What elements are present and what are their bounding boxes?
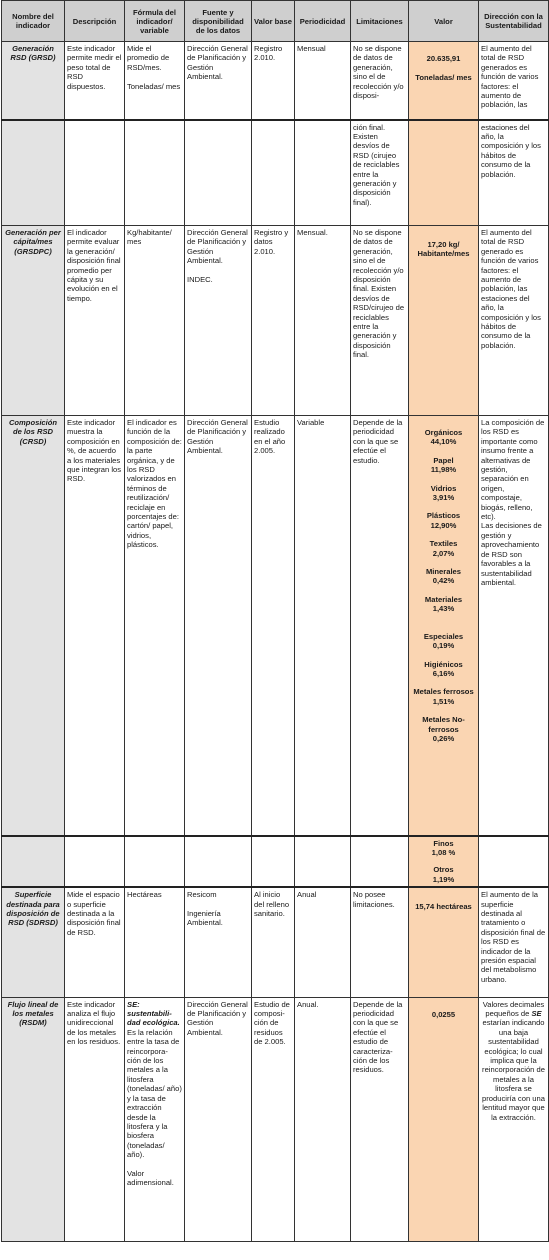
indicator-formula: Mide el promedio de RSD/mes. Toneladas/ mes (125, 42, 185, 120)
empty-cell (185, 120, 252, 226)
header-periodicity: Periodicidad (295, 1, 351, 42)
indicator-periodicity: Anual. (295, 997, 351, 1241)
empty-cell (351, 836, 409, 888)
indicator-sustainability: El aumento de la superficie destinada al tratamiento o disposición final de los RSD es indicador de la presión espacial del metabolismo urbano. (479, 887, 549, 997)
table-row (2, 120, 549, 226)
table-row (2, 836, 549, 888)
indicator-limitations: No posee limitaciones. (351, 887, 409, 997)
indicator-periodicity: Mensual (295, 42, 351, 120)
composition-item: Materiales 1,43% (424, 594, 463, 614)
empty-cell (295, 836, 351, 888)
indicator-description: Este indicador muestra la composición en %, de acuerdo a los materiales que integran los RSD. (65, 416, 125, 836)
indicator-sustainability: estaciones del año, la composición y los hábitos de consumo de la población. (479, 120, 549, 226)
header-value: Valor (409, 1, 479, 42)
empty-cell (252, 120, 295, 226)
empty-cell (65, 120, 125, 226)
table-row (2, 416, 549, 836)
indicator-limitations: No se dispone de datos de generación, sino el de recolección y/o disposición final. Existen desvíos de RSD/cirujeo de reciclables entre la generación y disposición final. (351, 226, 409, 416)
indicator-formula (125, 997, 185, 1241)
indicator-description: Mide el espacio o superficie destinada a la disposición final de RSD. (65, 887, 125, 997)
indicator-sustainability: El aumento del total de RSD generados es función de varios factores: el aumento de población, las (479, 42, 549, 120)
indicator-value: 17,20 kg/ Habitante/mes (409, 226, 479, 416)
indicator-value: 0,0255 (409, 997, 479, 1241)
header-description: Descripción (65, 1, 125, 42)
indicator-description: El indicador permite evaluar la generación/ disposición final promedio per cápita y su evolución en el tiempo. (65, 226, 125, 416)
indicator-sustainability: La composición de los RSD es importante como insumo frente a alternativas de gestión, separación en origen, compostaje, biogás, relleno, etc). Las decisiones de gestión y aprovechamiento de RSD son favorables a la sustentabilidad ambiental. (479, 416, 549, 836)
composition-item: Metales No-ferrosos 0,26% (422, 715, 465, 743)
indicator-formula: Kg/habitante/ mes (125, 226, 185, 416)
formula-highlight: SE: sustentabili- dad ecológica. (127, 999, 180, 1028)
empty-cell (185, 836, 252, 888)
empty-cell (2, 836, 65, 888)
indicator-source: Resicom Ingeniería Ambiental. (185, 887, 252, 997)
composition-values-cont (409, 836, 479, 888)
table-row (2, 226, 549, 416)
empty-cell (125, 120, 185, 226)
indicator-value: 15,74 hectáreas (409, 887, 479, 997)
composition-item: Finos 1,08 % (431, 838, 456, 857)
indicator-base: Estudio realizado en el año 2.005. (252, 416, 295, 836)
indicator-periodicity: Mensual. (295, 226, 351, 416)
indicators-table (1, 0, 549, 1242)
indicator-value: 20.635,91 Toneladas/ mes (409, 42, 479, 120)
empty-cell (252, 836, 295, 888)
composition-item: Orgánicos 44,10% (424, 428, 463, 447)
table-row (2, 887, 549, 997)
indicator-description: Este indicador analiza el flujo unidireccional de los metales en los residuos. (65, 997, 125, 1241)
indicator-name: Flujo lineal de los metales (RSDM) (2, 997, 65, 1241)
indicator-sustainability (479, 997, 549, 1241)
indicator-name: Generación RSD (GRSD) (2, 42, 65, 120)
composition-item: Otros 1,19% (432, 865, 455, 884)
indicator-source: Dirección General de Planificación y Gestión Ambiental. (185, 416, 252, 836)
sustainability-prefix: Valores decimales pequeños de (482, 999, 545, 1019)
indicator-limitations: ción final. Existen desvíos de RSD (cirujeo de reciclables entre la generación y disposición final). (351, 120, 409, 226)
header-limitations: Limitaciones (351, 1, 409, 42)
header-name: Nombre del indicador (2, 1, 65, 42)
indicator-base: Estudio de composi- ción de residuos de 2.005. (252, 997, 295, 1241)
indicator-formula: Hectáreas (125, 887, 185, 997)
empty-cell (2, 120, 65, 226)
indicator-name: Composición de los RSD (CRSD) (2, 416, 65, 836)
indicator-formula: El indicador es función de la composición de: la parte orgánica, y de los RSD valorizados en términos de reutilización/ reciclaje en porcentajes de: cartón/ papel, vidrios, plásticos. (125, 416, 185, 836)
indicator-base: Registro 2.010. (252, 42, 295, 120)
empty-cell (65, 836, 125, 888)
indicator-limitations: Depende de la periodicidad con la que se efectúe el estudio de caracteriza- ción de los residuos. (351, 997, 409, 1241)
composition-item: Plásticos 12,90% (426, 511, 461, 530)
indicator-periodicity: Variable (295, 416, 351, 836)
table-row (2, 42, 549, 120)
composition-values (409, 416, 479, 836)
indicator-description: Este indicador permite medir el peso total de RSD dispuestos. (65, 42, 125, 120)
composition-item: Higiénicos 6,16% (424, 659, 463, 678)
sustainability-highlight: SE (531, 1009, 542, 1019)
sustainability-text: estarían indicando una baja sustentabilidad ecológica; lo cual implica que la reincorporación de metales a la litosfera se produciría con una lentitud mayor que la extracción. (482, 1018, 545, 1122)
header-sustainability: Dirección con la Sustentabilidad (479, 1, 549, 42)
indicator-source: Dirección General de Planificación y Gestión Ambiental. (185, 997, 252, 1241)
header-formula: Fórmula del indicador/ variable (125, 1, 185, 42)
empty-cell (125, 836, 185, 888)
empty-cell (295, 120, 351, 226)
formula-text: Es la relación entre la tasa de reincorpora- ción de los metales a la litosfera (toneladas/ año) y la tasa de extracción desde la litosfera y la biosfera (toneladas/ año). Valor adimensional. (127, 1027, 182, 1188)
composition-item: Especiales 0,19% (423, 631, 464, 651)
indicator-periodicity: Anual (295, 887, 351, 997)
header-base-value: Valor base (252, 1, 295, 42)
indicator-base: Al inicio del relleno sanitario. (252, 887, 295, 997)
header-source: Fuente y disponibilidad de los datos (185, 1, 252, 42)
table-row (2, 997, 549, 1241)
indicator-source: Dirección General de Planificación y Gestión Ambiental. INDEC. (185, 226, 252, 416)
composition-item: Metales ferrosos 1,51% (413, 687, 474, 706)
header-row (2, 1, 549, 42)
indicator-source: Dirección General de Planificación y Gestión Ambiental. (185, 42, 252, 120)
indicator-limitations: Depende de la periodicidad con la que se efectúe el estudio. (351, 416, 409, 836)
indicator-sustainability: El aumento del total de RSD generado es función de varios factores: el aumento de población, las estaciones del año, la composición y los hábitos de consumo de la población. (479, 226, 549, 416)
composition-item: Papel 11,98% (430, 455, 457, 475)
composition-item: Minerales 0,42% (425, 567, 462, 586)
composition-item: Textiles 2,07% (429, 539, 458, 558)
indicator-name: Superficie destinada para disposición de RSD (SDRSD) (2, 887, 65, 997)
empty-cell (409, 120, 479, 226)
indicator-base: Registro y datos 2.010. (252, 226, 295, 416)
indicator-limitations: No se dispone de datos de generación, sino el de recolección y/o disposi- (351, 42, 409, 120)
empty-cell (479, 836, 549, 888)
indicator-name: Generación per cápita/mes (GRSDPC) (2, 226, 65, 416)
composition-item: Vidrios 3,91% (430, 483, 457, 503)
